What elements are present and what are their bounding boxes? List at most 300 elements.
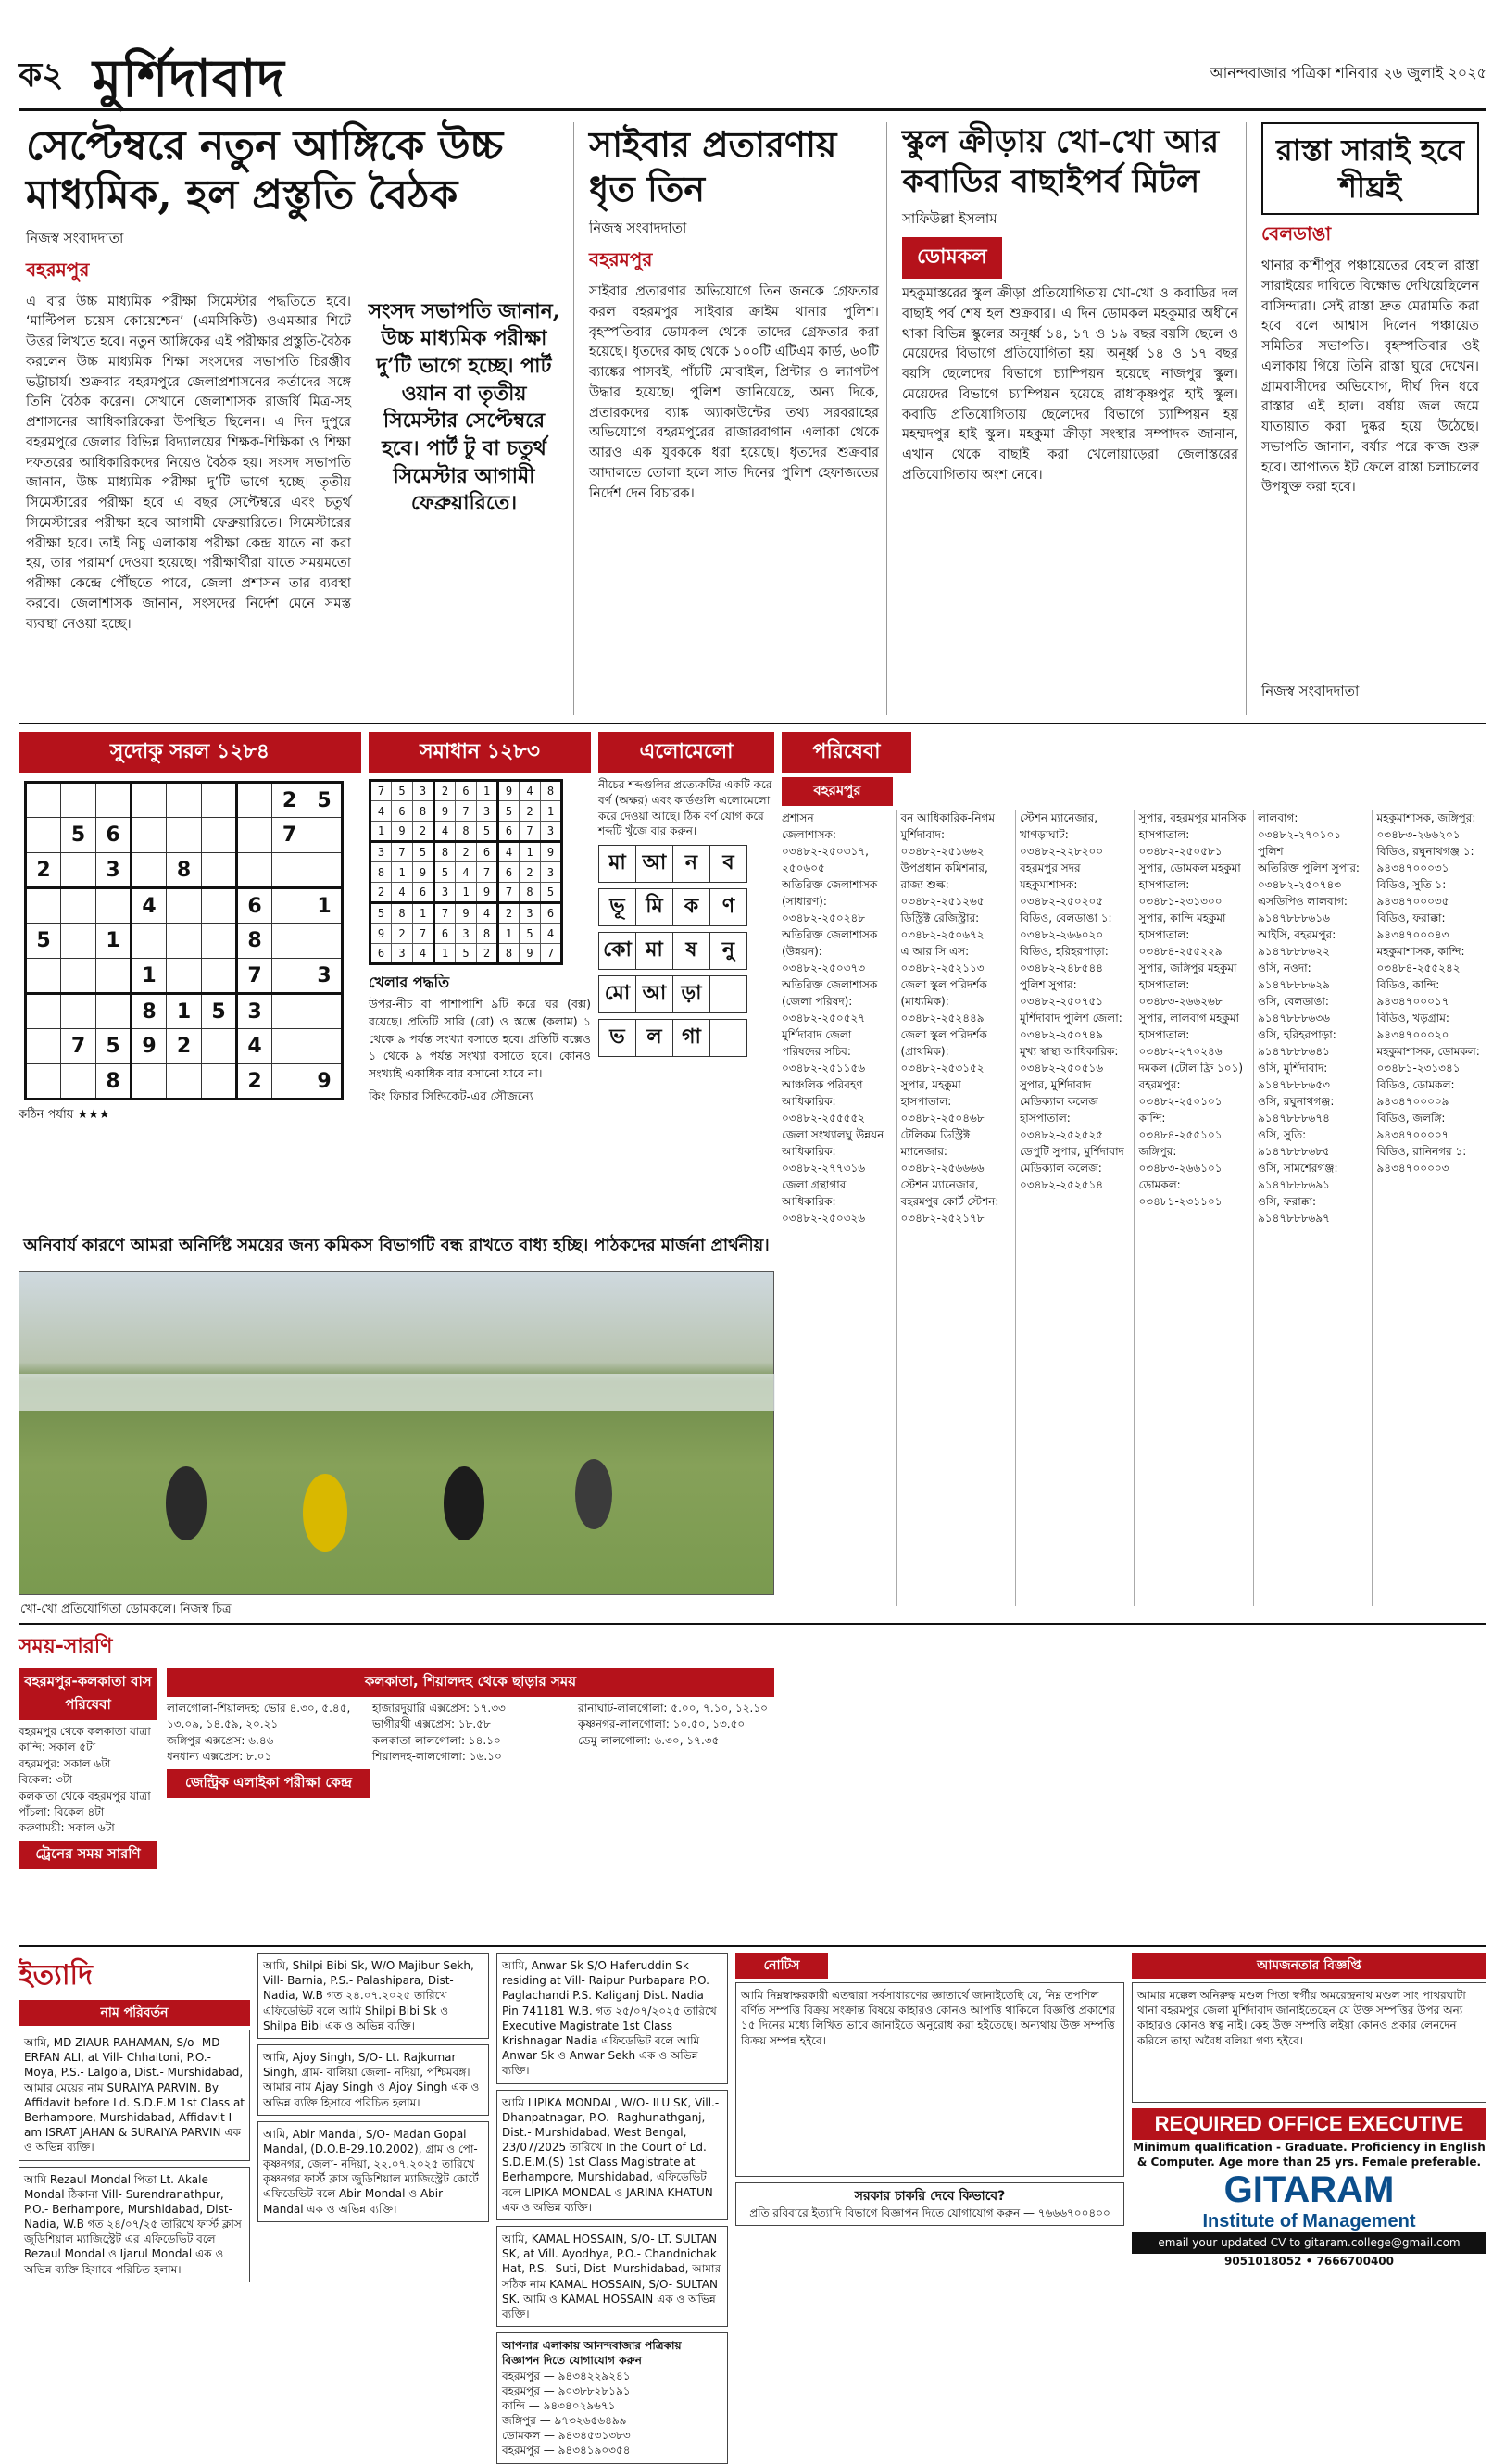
sudoku-cell bbox=[26, 818, 61, 853]
directory-entry: বন আধিকারিক-নিগম মুর্শিদাবাদ: ০৩৪৮২-২৫১৬৬২ bbox=[900, 811, 996, 858]
sudoku-cell: 6 bbox=[237, 888, 272, 924]
solution-cell: 1 bbox=[456, 883, 477, 903]
sudoku-cell bbox=[132, 783, 167, 818]
lead-story bbox=[19, 122, 574, 715]
section-title: মুর্শিদাবাদ bbox=[93, 48, 285, 109]
sudoku-cell bbox=[307, 924, 343, 959]
solution-cell-row bbox=[370, 822, 562, 842]
solution-cell: 9 bbox=[434, 801, 456, 822]
sudoku-cell bbox=[272, 1064, 307, 1100]
directory-entry: ওসি, সুতি: ৯১৪৭৮৮৮৬৮৫ bbox=[1258, 1128, 1330, 1158]
booking-head: আপনার এলাকায় আনন্দবাজার পত্রিকায় বিজ্ঞাপন দিতে যোগাযোগ করুন bbox=[502, 2339, 682, 2368]
solution-cell: 7 bbox=[541, 944, 562, 964]
jumble-cell: ষ bbox=[673, 933, 710, 970]
booking-entry: বহরমপুর — ৯৪৩৪২২৯২৪১ bbox=[502, 2369, 631, 2382]
booking-list bbox=[502, 2369, 722, 2458]
directory-entry: পুলিশ সুপার: ০৩৪৮২-২৫০৭৫১ bbox=[1020, 978, 1104, 1008]
sudoku-cell bbox=[96, 959, 132, 994]
directory-entry: মুর্শিদাবাদ পুলিশ জেলা: ০৩৪৮২-২৫০৭৪৯ bbox=[1020, 1012, 1122, 1041]
directory-entry: জঙ্গিপুর: ০৩৪৮৩-২৬৬১০১ bbox=[1138, 1145, 1223, 1175]
sudoku-cell: 3 bbox=[96, 853, 132, 888]
jumble-cell: গা bbox=[673, 1020, 710, 1057]
solution-cell: 5 bbox=[392, 781, 413, 801]
comics-notice bbox=[19, 1232, 774, 1261]
divider bbox=[19, 723, 1486, 724]
sudoku-cell bbox=[96, 994, 132, 1029]
sudoku-cell-row bbox=[26, 1029, 343, 1064]
train-head: ট্রেনের সময় সারণি bbox=[19, 1841, 157, 1869]
solver-credit: কিং ফিচার সিন্ডিকেট-এর সৌজন্যে bbox=[369, 1089, 533, 1104]
disclaimer-box bbox=[1132, 1982, 1486, 2103]
solution-cell: 4 bbox=[477, 903, 498, 924]
solution-cell: 8 bbox=[413, 801, 434, 822]
jumble-cell: ক bbox=[673, 889, 710, 926]
sudoku-cell bbox=[132, 818, 167, 853]
directory-entry: বিডিও, কান্দি: ৯৪৩৪৭০০০১৭ bbox=[1376, 978, 1449, 1008]
sudoku-cell bbox=[202, 959, 237, 994]
jumble-word bbox=[598, 975, 747, 1013]
directory-entry: অতিরিক্ত জেলাশাসক (জেলা পরিষদ): ০৩৪৮২-২৫০৫২৭ bbox=[782, 978, 878, 1025]
bus-entry: বিকেল: ৩টা bbox=[19, 1773, 72, 1787]
directory-entry: সুপার, মহকুমা হাসপাতাল: ০৩৪৮২-২৫০৪৬৮ bbox=[900, 1078, 985, 1125]
directory-entry: ওসি, হরিহরপাড়া: ৯১৪৭৮৮৮৬৪১ bbox=[1258, 1028, 1336, 1058]
solution-cell: 2 bbox=[434, 781, 456, 801]
solution-cell: 9 bbox=[541, 842, 562, 862]
train-entry: শিয়ালদহ-লালগোলা: ১৬.১০ bbox=[372, 1750, 502, 1764]
jumble-cell: মা bbox=[636, 933, 673, 970]
timetable-block bbox=[19, 1630, 774, 1936]
institute-sub: Institute of Management bbox=[1202, 2211, 1416, 2232]
cyber-headline: সাইবার প্রতারণায় ধৃত তিন bbox=[589, 123, 837, 209]
sudoku-cell: 1 bbox=[132, 959, 167, 994]
cyber-byline: নিজস্ব সংবাদদাতা bbox=[589, 220, 687, 236]
booking-entry: ডোমকল — ৯৪৩৪৫৩১৩৮৩ bbox=[502, 2429, 631, 2443]
solution-cell: 3 bbox=[520, 903, 541, 924]
sudoku-difficulty: কঠিন পর্যায় ★★★ bbox=[19, 1108, 110, 1122]
sudoku-cell bbox=[167, 888, 202, 924]
sudoku-cell: 2 bbox=[167, 1029, 202, 1064]
divider bbox=[19, 1623, 1486, 1625]
solution-cell: 1 bbox=[541, 801, 562, 822]
directory-entry: সুপার, কান্দি মহকুমা হাসপাতাল: ০৩৪৮৪-২৫৫২২৯ bbox=[1138, 911, 1226, 958]
classified-ad: আমি, MD ZIAUR RAHAMAN, S/o- MD ERFAN ALI, at Vill- Chhaitoni, P.O.- Moya, P.S.- Lalgola, Dist.- Murshidabad, আমার মেয়ের নাম SURAIYA PARVIN. By Affidavit before Ld. S.D.E.M 1st Class at Berhampore, Murshidabad, Affidavit I am ISRAT JAHAN & SURAIYA PARVIN এক ও অভিন্ন ব্যক্তি। bbox=[19, 2030, 250, 2161]
sudoku-cell: 2 bbox=[26, 853, 61, 888]
directory-entry: বহরমপুর: ০৩৪৮২-২৫০১০১ bbox=[1138, 1078, 1223, 1108]
directory-entry: বিডিও, ফরাক্কা: ৯৪৩৪৭০০০৪৩ bbox=[1376, 911, 1449, 941]
solution-cell: 7 bbox=[498, 883, 520, 903]
booking-box bbox=[496, 2332, 728, 2464]
solution-cell: 6 bbox=[541, 903, 562, 924]
solution-cell: 3 bbox=[541, 862, 562, 883]
directory-entry: প্রশাসন bbox=[782, 811, 814, 824]
directory-region: বহরমপুর bbox=[782, 777, 893, 806]
solution-cell: 8 bbox=[520, 883, 541, 903]
directory-entry: অতিরিক্ত পুলিশ সুপার: ০৩৪৮২-২৫০৭৪৩ bbox=[1258, 861, 1360, 891]
lead-place: বহরমপুর bbox=[26, 258, 90, 281]
sudoku-cell bbox=[61, 994, 96, 1029]
jumble-block bbox=[598, 732, 774, 1223]
solution-cell: 2 bbox=[477, 944, 498, 964]
job-column bbox=[1132, 1953, 1486, 2319]
road-story bbox=[1254, 122, 1486, 715]
sudoku-cell bbox=[202, 1029, 237, 1064]
sudoku-cell bbox=[26, 888, 61, 924]
institute-mail: email your updated CV to gitaram.college@gmail.com bbox=[1132, 2232, 1486, 2253]
institute-logo: GITARAM bbox=[1223, 2169, 1395, 2211]
solution-cell: 1 bbox=[520, 842, 541, 862]
jumble-text: নীচের শব্দগুলির প্রত্যেকটির একটি করে বর্ণ (অক্ষর) এবং কার্ডগুলি এলোমেলো করে দেওয়া আছে। ঠিক বর্ণ যোগ করে শব্দটি খুঁজে বার করুন। bbox=[598, 778, 772, 838]
sudoku-cell: 6 bbox=[96, 818, 132, 853]
sudoku-cell: 1 bbox=[307, 888, 343, 924]
sudoku-cell: 8 bbox=[237, 924, 272, 959]
solution-block bbox=[369, 732, 591, 1223]
jumble-word bbox=[598, 888, 747, 926]
sudoku-cell bbox=[272, 853, 307, 888]
directory-entry: লালবাগ: ০৩৪৮২-২৭০১০১ bbox=[1258, 811, 1342, 841]
sudoku-cell bbox=[26, 1064, 61, 1100]
directory-entry: স্টেশন ম্যানেজার, বহরমপুর কোর্ট স্টেশন: ০৩৪৮২-২৫২১৭৮ bbox=[900, 1178, 999, 1225]
sudoku-cell bbox=[61, 853, 96, 888]
train-entry: ডেমু-লালগোলা: ৬.৩০, ১৭.৩৫ bbox=[578, 1733, 720, 1747]
solution-cell: 1 bbox=[413, 903, 434, 924]
directory-entry: দমকল (টোল ফ্রি ১০১) bbox=[1138, 1062, 1244, 1075]
sports-byline: সাফিউল্লা ইসলাম bbox=[902, 210, 997, 227]
solution-cell: 3 bbox=[477, 801, 498, 822]
sudoku-cell bbox=[26, 959, 61, 994]
sudoku-cell: 3 bbox=[307, 959, 343, 994]
solution-cell: 8 bbox=[541, 781, 562, 801]
directory-entry: মহকুমাশাসক, ডোমকল: ০৩৪৮১-২৩১৩৪১ bbox=[1376, 1045, 1480, 1075]
jumble-cell: আ bbox=[636, 846, 673, 883]
solution-cell: 7 bbox=[477, 862, 498, 883]
sports-body: মহকুমাস্তরের স্কুল ক্রীড়া প্রতিযোগিতায় খো-খো ও কবাডির দল বাছাই পর্ব শেষ হল শুক্রবার। এ দিন ডোমকল মহকুমার অধীনে থাকা বিভিন্ন স্কুলের অনূর্ধ্ব ১৪, ১৭ ও ১৯ বছর বয়সি ছেলে ও মেয়েদের বিভাগে প্রতিযোগিতা হয়। অনূর্ধ্ব ১৪ ও ১৭ বছর বয়সি ছেলেদের বিভাগে চ্যাম্পিয়ন হয়েছে নাজপুর স্কুল। মেয়েদের বিভাগে চ্যাম্পিয়ন হয়েছে রাধাকৃষ্ণপুর হাই স্কুল। কবাডি প্রতিযোগিতায় ছেলেদের বিভাগে চ্যাম্পিয়ন হয় মহম্মদপুর হাই স্কুল। মহকুমা ক্রীড়া সংস্থার সম্পাদক জানান, এখান থেকে বাছাই করা খেলোয়াড়েরা জেলাস্তরের প্রতিযোগিতায় অংশ নেবে। bbox=[902, 286, 1238, 483]
sudoku-cell: 4 bbox=[237, 1029, 272, 1064]
solution-cell: 8 bbox=[370, 862, 392, 883]
solution-cell: 2 bbox=[520, 862, 541, 883]
directory-entry: বিডিও, খড়গ্রাম: ৯৪৩৪৭০০০২০ bbox=[1376, 1012, 1449, 1041]
directory-entry: ওসি, ফরাক্কা: ৯১৪৭৮৮৮৬৯৭ bbox=[1258, 1195, 1330, 1225]
sudoku-cell bbox=[237, 783, 272, 818]
bus-entry: কান্দি: সকাল ৫টা bbox=[19, 1741, 96, 1754]
sudoku-cell bbox=[26, 1029, 61, 1064]
sudoku-title: সুদোকু সরল ১২৮৪ bbox=[19, 732, 361, 773]
booking-entry: বহরমপুর — ৯৪৩৪১৯০৩৫৪ bbox=[502, 2444, 631, 2458]
solution-cell: 2 bbox=[498, 903, 520, 924]
sudoku-cell-row bbox=[26, 888, 343, 924]
sudoku-cell: 1 bbox=[167, 994, 202, 1029]
office-text: Minimum qualification - Graduate. Proficiency in English & Computer. Age more than 25 yrs. Female preferable. bbox=[1133, 2141, 1486, 2169]
jumble-cell bbox=[710, 976, 747, 1013]
ads-column-3 bbox=[496, 1953, 728, 2458]
solution-cell: 8 bbox=[434, 842, 456, 862]
solution-cell-row bbox=[370, 883, 562, 903]
directory-entry: বিডিও, বেলডাঙা ১: ০৩৪৮২-২৬৬০২০ bbox=[1020, 911, 1112, 941]
solution-cell: 7 bbox=[392, 842, 413, 862]
directory-entry: জেলা গ্রন্থাগার আধিকারিক: ০৩৪৮২-২৫০৩২৬ bbox=[782, 1178, 866, 1225]
directory-entry: কান্দি: ০৩৪৮৪-২৫৫১০১ bbox=[1138, 1112, 1223, 1141]
solution-cell: 6 bbox=[456, 781, 477, 801]
sudoku-cell bbox=[132, 853, 167, 888]
cyber-story bbox=[582, 122, 887, 715]
jumble-word bbox=[598, 845, 747, 883]
train-list bbox=[167, 1701, 774, 1766]
notice-column bbox=[735, 1953, 1124, 2319]
booking-entry: কান্দি — ৯৪৩৪০২৯৬৭১ bbox=[502, 2398, 616, 2412]
lead-pull-quote: সংসদ সভাপতি জানান, উচ্চ মাধ্যমিক পরীক্ষা দু’টি ভাগে হচ্ছে। পার্ট ওয়ান বা তৃতীয় সিমেস্টার সেপ্টেম্বরে হবে। পার্ট টু বা চতুর্থ সিমেস্টার আগামী ফেব্রুয়ারিতে। bbox=[368, 298, 560, 516]
bus-head: বহরমপুর-কলকাতা বাস পরিষেবা bbox=[19, 1668, 157, 1720]
sudoku-cell: 3 bbox=[237, 994, 272, 1029]
solution-cell: 3 bbox=[413, 781, 434, 801]
sudoku-cell bbox=[96, 783, 132, 818]
directory-entry: জেলা সংখ্যালঘু উন্নয়ন আধিকারিক: ০৩৪৮২-২৭৭৩১৬ bbox=[782, 1128, 884, 1175]
sudoku-cell bbox=[96, 888, 132, 924]
solution-cell: 9 bbox=[370, 924, 392, 944]
exam-head: জেন্ট্রিক এলাইকা পরীক্ষা কেন্দ্র bbox=[167, 1769, 370, 1798]
sudoku-cell: 7 bbox=[237, 959, 272, 994]
sudoku-cell bbox=[202, 853, 237, 888]
solution-cell: 8 bbox=[498, 944, 520, 964]
sudoku-cell: 5 bbox=[307, 783, 343, 818]
solution-cell: 6 bbox=[434, 924, 456, 944]
sudoku-cell-row bbox=[26, 818, 343, 853]
sudoku-cell bbox=[272, 959, 307, 994]
notice-box bbox=[735, 1982, 1124, 2177]
solution-cell: 5 bbox=[498, 801, 520, 822]
solution-cell: 4 bbox=[434, 822, 456, 842]
sudoku-cell bbox=[132, 924, 167, 959]
sudoku-cell bbox=[167, 959, 202, 994]
directory-entry: ওসি, মুর্শিদাবাদ: ৯১৪৭৮৮৮৬৫৩ bbox=[1258, 1062, 1330, 1091]
train-entry: কৃষ্ণনগর-লালগোলা: ১০.৫০, ১৩.৫০ bbox=[578, 1717, 746, 1731]
sudoku-cell-row bbox=[26, 1064, 343, 1100]
solution-cell: 2 bbox=[370, 883, 392, 903]
timetable-title: সময়-সারণি bbox=[19, 1635, 113, 1658]
solution-cell-row bbox=[370, 842, 562, 862]
sudoku-cell bbox=[202, 783, 237, 818]
jumble-cell: মি bbox=[636, 889, 673, 926]
sudoku-block bbox=[19, 732, 361, 1223]
solution-cell-row bbox=[370, 801, 562, 822]
cyber-body: সাইবার প্রতারণার অভিযোগে তিন জনকে গ্রেফতার করল বহরমপুর সাইবার ক্রাইম থানার পুলিশ। বৃহস্পতিবার ডোমকল থেকে তাদের গ্রেফতার করা হয়েছে। ধৃতদের কাছ থেকে ১০০টি এটিএম কার্ড, ৬০টি ব্যাঙ্কের পাসবই, পাঁচটি মোবাইল, প্রিন্টার ও ল্যাপটপ উদ্ধার হয়েছে। পুলিশ জানিয়েছে, অন্য দিকে, প্রতারকদের ব্যাঙ্ক অ্যাকাউন্টের তথ্য সরবরাহের অভিযোগে বহরমপুরের রাজারবাগান এলাকা থেকে আরও এক যুবককে ধরা হয়েছে। ধৃতদের শুক্রবার আদালতে তোলা হলে সাত দিনের পুলিশ হেফাজতের নির্দেশ দেন বিচারক। bbox=[589, 284, 879, 501]
solution-cell-row bbox=[370, 903, 562, 924]
directory-entry: সুপার, ডোমকল মহকুমা হাসপাতাল: ০৩৪৮১-২৩১৩০০ bbox=[1138, 861, 1241, 908]
solution-cell: 6 bbox=[392, 801, 413, 822]
solution-cell: 5 bbox=[370, 903, 392, 924]
directory-entry: আইসি, বহরমপুর: ৯১৪৭৮৮৮৬২২ bbox=[1258, 928, 1336, 958]
jumble-cell: মা bbox=[599, 846, 636, 883]
road-place: বেলডাঙা bbox=[1261, 222, 1332, 245]
name-change-column bbox=[19, 1953, 250, 2319]
solution-grid bbox=[369, 779, 563, 965]
solution-cell-row bbox=[370, 781, 562, 801]
solution-cell: 2 bbox=[392, 924, 413, 944]
solution-cell-row bbox=[370, 924, 562, 944]
train-entry: রানাঘাট-লালগোলা: ৫.০০, ৭.১০, ১২.১০ bbox=[578, 1702, 768, 1715]
sudoku-cell-row bbox=[26, 783, 343, 818]
train-entry: কলকাতা-লালগোলা: ১৪.১০ bbox=[372, 1733, 501, 1747]
jumble-cell: ভূ bbox=[599, 889, 636, 926]
sudoku-cell bbox=[202, 1064, 237, 1100]
directory-entry: সুপার, বহরমপুর মানসিক হাসপাতাল: ০৩৪৮২-২৫০৫৮১ bbox=[1138, 811, 1247, 858]
sudoku-cell: 8 bbox=[132, 994, 167, 1029]
road-headline-box bbox=[1261, 122, 1479, 215]
solution-cell: 5 bbox=[520, 924, 541, 944]
sudoku-cell: 2 bbox=[237, 1064, 272, 1100]
bus-entry: পাঁচলা: বিকেল ৪টা bbox=[19, 1804, 105, 1818]
sudoku-cell-row bbox=[26, 853, 343, 888]
directory-entry: উপপ্রধান কমিশনার, রাজ্য শুল্ক: ০৩৪৮২-২৫১২৬৫ bbox=[900, 861, 988, 908]
sudoku-cell bbox=[237, 818, 272, 853]
directory-entry: বিডিও, ডোমকল: ৯৪৩৪৭০০০০৯ bbox=[1376, 1078, 1455, 1108]
masthead bbox=[19, 37, 1486, 111]
sudoku-cell: 7 bbox=[272, 818, 307, 853]
classified-ad: আমি, Ajoy Singh, S/O- Lt. Rajkumar Singh, গ্রাম- বালিয়া জেলা- নদিয়া, পশ্চিমবঙ্গ। আমার নাম Ajay Singh ও Ajoy Singh এক ও অভিন্ন ব্যক্তি হিসাবে পরিচিত হলাম। bbox=[257, 2044, 489, 2116]
solution-cell: 3 bbox=[392, 944, 413, 964]
solution-cell: 5 bbox=[413, 842, 434, 862]
sudoku-cell bbox=[307, 1029, 343, 1064]
solution-cell: 3 bbox=[434, 883, 456, 903]
solution-cell: 9 bbox=[456, 903, 477, 924]
sudoku-cell bbox=[167, 783, 202, 818]
sudoku-cell-row bbox=[26, 994, 343, 1029]
kolkata-head: কলকাতা, শিয়ালদহ থেকে ছাড়ার সময় bbox=[167, 1668, 774, 1697]
solution-cell: 2 bbox=[520, 801, 541, 822]
solution-cell: 3 bbox=[370, 842, 392, 862]
lead-body: এ বার উচ্চ মাধ্যমিক পরীক্ষা সিমেস্টার পদ্ধতিতে হবে। ‘মাল্টিপল চয়েস কোয়েশ্চেন’ (এমসিকিউ) ওএমআর শিটে উত্তর লিখতে হবে। নতুন আঙ্গিকের এই পরীক্ষার প্রস্তুতি-বৈঠক করলেন উচ্চ মাধ্যমিক শিক্ষা সংসদের সভাপতি চিরঞ্জীব ভট্টাচার্য। শুক্রবার বহরমপুরে জেলাপ্রশাসনের কর্তাদের সঙ্গে তিনি বৈঠক করেন। সেখানে জেলাশাসক রাজর্ষি মিত্র-সহ প্রশাসনের আধিকারিকেরা উপস্থিত ছিলেন। এ দিন দুপুরে বহরমপুরে জেলার বিভিন্ন বিদ্যালয়ের শিক্ষক-শিক্ষিকা ও শিক্ষা দফতরের আধিকারিকদের নিয়েও বৈঠক হয়। সংসদ সভাপতি জানান, উচ্চ মাধ্যমিক পরীক্ষা দু’টি ভাগে হচ্ছে। তৃতীয় সিমেস্টারের পরীক্ষা হবে এ বছর সেপ্টেম্বরে এবং চতুর্থ সিমেস্টারের পরীক্ষা হবে আগামী ফেব্রুয়ারিতে। সিমেস্টারের পরীক্ষা হবে। তাই নিচু এলাকায় পরীক্ষা কেন্দ্র যাতে না করা হয়, তার পরামর্শ দেওয়া হয়েছে। পরীক্ষার্থীরা যাতে সময়মতো পরীক্ষা কেন্দ্রে পৌঁছতে পারে, জেলা প্রশাসন তার ব্যবস্থা করবে। জেলাশাসক জানান, সংসদের নির্দেশ মেনে সমস্ত ব্যবস্থা নেওয়া হচ্ছে। bbox=[26, 294, 351, 632]
solution-cell: 5 bbox=[456, 944, 477, 964]
road-headline: রাস্তা সারাই হবে শীঘ্রই bbox=[1276, 132, 1464, 205]
solution-cell: 4 bbox=[541, 924, 562, 944]
rules-text: উপর-নীচ বা পাশাপাশি ৯টি করে ঘর (বক্স) রয়েছে। প্রতিটি সারি (রো) ও স্তম্ভে (কলাম) ১ থেকে ৯ পর্যন্ত সংখ্যা বসাতে হবে। প্রতিটি বক্সেও ১ থেকে ৯ পর্যন্ত সংখ্যা বসাতে হবে। কোনও সংখ্যাই একাধিক বার বসানো যাবে না। bbox=[369, 997, 591, 1080]
directory-entry: বিডিও, রানিনগর ১: ৯৪৩৪৭০০০০৩ bbox=[1376, 1145, 1467, 1175]
notice-body: আমি নিম্নস্বাক্ষরকারী এতদ্বারা সর্বসাধারণের জ্ঞাতার্থে জানাইতেছি যে, নিম্ন তপশিল বর্ণিত সম্পত্তি বিক্রয় সংক্রান্ত বিষয়ে কাহারও কোনও আপত্তি থাকিলে বিজ্ঞপ্তি প্রকাশের ১৫ দিনের মধ্যে লিখিত ভাবে জানাইতে অনুরোধ করা হইতেছে। অন্যথায় উক্ত সম্পত্তি বিক্রয় সম্পন্ন হইবে। bbox=[741, 1989, 1116, 2047]
sudoku-cell bbox=[61, 888, 96, 924]
directory-entry: বিডিও, রঘুনাথগঞ্জ ১: ৯৪৩৪৭০০০৩১ bbox=[1376, 845, 1474, 874]
directory-entry: ওসি, বেলডাঙা: ৯১৪৭৮৮৮৬৩৬ bbox=[1258, 995, 1330, 1025]
jumble-cell: ব bbox=[710, 846, 747, 883]
sudoku-cell bbox=[272, 924, 307, 959]
sudoku-cell-row bbox=[26, 924, 343, 959]
photo-caption: খো-খো প্রতিযোগিতা ডোমকলে। নিজস্ব চিত্র bbox=[20, 1603, 232, 1616]
office-required: REQUIRED OFFICE EXECUTIVE bbox=[1132, 2108, 1486, 2140]
directory-entry: ওসি, সামশেরগঞ্জ: ৯১৪৭৮৮৮৬৯১ bbox=[1258, 1162, 1338, 1191]
ads-column-2 bbox=[257, 1953, 489, 2319]
jumble-grid bbox=[598, 845, 774, 1057]
sale-head: সরকার চাকরি দেবে কিভাবে? bbox=[854, 2189, 1006, 2204]
directory-entry: পুলিশ bbox=[1258, 845, 1284, 858]
disclaimer-head: আমজনতার বিজ্ঞপ্তি bbox=[1132, 1953, 1486, 1979]
directory-entry: আঞ্চলিক পরিবহণ আধিকারিক: ০৩৪৮২-২৫৫৫৫২ bbox=[782, 1078, 866, 1125]
solution-cell: 6 bbox=[477, 842, 498, 862]
solution-cell: 1 bbox=[498, 924, 520, 944]
sudoku-cell: 4 bbox=[132, 888, 167, 924]
solution-cell: 6 bbox=[370, 944, 392, 964]
directory-entry: মহকুমাশাসক, কান্দি: ০৩৪৮৪-২৫৫২৪২ bbox=[1376, 945, 1465, 974]
directory-entry: অতিরিক্ত জেলাশাসক (উন্নয়ন): ০৩৪৮২-২৫০৩৭৩ bbox=[782, 928, 878, 974]
bus-entry: বহরমপুর: সকাল ৬টা bbox=[19, 1756, 111, 1770]
sudoku-cell bbox=[61, 924, 96, 959]
sudoku-cell bbox=[202, 924, 237, 959]
sports-headline: স্কুল ক্রীড়ায় খো-খো আর কবাডির বাছাইপর্ব মিটল bbox=[902, 123, 1220, 200]
solution-cell: 1 bbox=[434, 944, 456, 964]
solution-cell: 9 bbox=[520, 944, 541, 964]
solution-cell: 8 bbox=[456, 822, 477, 842]
solution-cell: 7 bbox=[413, 924, 434, 944]
train-entry: লালগোলা-শিয়ালদহ: ভোর ৪.৩০, ৫.৪৫, ১৩.০৯, ১৪.৫৯, ২০.২১ bbox=[167, 1702, 351, 1731]
rules-title: খেলার পদ্ধতি bbox=[369, 974, 450, 991]
solution-cell: 4 bbox=[456, 862, 477, 883]
sudoku-cell: 5 bbox=[26, 924, 61, 959]
solution-cell: 5 bbox=[477, 822, 498, 842]
sale-box bbox=[735, 2182, 1124, 2226]
sudoku-cell bbox=[272, 888, 307, 924]
solution-cell: 7 bbox=[434, 903, 456, 924]
divider bbox=[19, 1945, 1486, 1947]
solution-cell: 4 bbox=[498, 842, 520, 862]
directory-entry: সুপার, জঙ্গিপুর মহকুমা হাসপাতাল: ০৩৪৮৩-২৬৬২৬৮ bbox=[1138, 962, 1237, 1008]
solution-title: সমাধান ১২৮৩ bbox=[369, 732, 591, 773]
train-entry: জঙ্গিপুর এক্সপ্রেস: ৬.৪৬ bbox=[167, 1733, 274, 1747]
booking-entry: বহরমপুর — ৯০৩৮৮২৮১৯১ bbox=[502, 2383, 631, 2397]
solution-cell-row bbox=[370, 862, 562, 883]
directory-entry: ডিস্ট্রিক্ট রেজিস্ট্রার: ০৩৪৮২-২৫০৬৭২ bbox=[900, 911, 985, 941]
sudoku-cell: 5 bbox=[202, 994, 237, 1029]
sudoku-cell: 1 bbox=[96, 924, 132, 959]
sudoku-cell bbox=[272, 994, 307, 1029]
directory-entry: বিডিও, জলঙ্গি: ৯৪৩৪৭০০০০৭ bbox=[1376, 1112, 1449, 1141]
directory-entry: সুপার, মুর্শিদাবাদ মেডিক্যাল কলেজ হাসপাতাল: ০৩৪৮২-২৫২৫২৫ bbox=[1020, 1078, 1104, 1141]
bus-entry: কলকাতা থেকে বহরমপুর যাত্রা bbox=[19, 1789, 151, 1803]
sudoku-cell bbox=[61, 959, 96, 994]
cyber-place: বহরমপুর bbox=[589, 248, 653, 270]
directory-entry: মহকুমাশাসক, জঙ্গিপুর: ০৩৪৮৩-২৬৬২০১ bbox=[1376, 811, 1476, 841]
directory-list bbox=[782, 810, 1486, 1606]
sudoku-cell bbox=[26, 994, 61, 1029]
solution-cell: 4 bbox=[520, 781, 541, 801]
directory-entry: বিডিও, হরিহরপাড়া: ০৩৪৮২-২৪৮৫৪৪ bbox=[1020, 945, 1109, 974]
directory-entry: টেলিকম ডিস্ট্রিক্ট ম্যানেজার: ০৩৪৮২-২৫৬৬৬৬ bbox=[900, 1128, 985, 1175]
directory-entry: ওসি, নওদা: ৯১৪৭৮৮৮৬২৯ bbox=[1258, 962, 1330, 991]
directory-entry: মুখ্য স্বাস্থ্য আধিকারিক: ০৩৪৮২-২৫০৫১৬ bbox=[1020, 1045, 1119, 1075]
directory-entry: ডেপুটি সুপার, মুর্শিদাবাদ মেডিক্যাল কলেজ: ০৩৪৮২-২৫২৫১৪ bbox=[1020, 1145, 1124, 1191]
notice-text: অনিবার্য কারণে আমরা অনির্দিষ্ট সময়ের জন্য কমিকস বিভাগটি বন্ধ রাখতে বাধ্য হচ্ছি। পাঠকদের মার্জনা প্রার্থনীয়। bbox=[23, 1236, 770, 1255]
sudoku-cell bbox=[61, 783, 96, 818]
solution-cell: 2 bbox=[456, 842, 477, 862]
sudoku-cell: 5 bbox=[61, 818, 96, 853]
directory-entry: ডোমকল: ০৩৪৮১-২৩১১০১ bbox=[1138, 1178, 1223, 1208]
solution-cell: 6 bbox=[413, 883, 434, 903]
solution-cell: 4 bbox=[392, 883, 413, 903]
directory-entry: স্টেশন ম্যানেজার, খাগড়াঘাট: ০৩৪৮২-২২৮২০০ bbox=[1020, 811, 1104, 858]
notice-head: নোটিস bbox=[735, 1953, 828, 1979]
jumble-cell: ণ bbox=[710, 889, 747, 926]
sudoku-cell bbox=[202, 818, 237, 853]
sudoku-cell bbox=[167, 818, 202, 853]
sports-story bbox=[895, 122, 1247, 715]
jumble-title: এলোমেলো bbox=[598, 732, 774, 773]
classified-ad: আমি LIPIKA MONDAL, W/O- ILU SK, Vill.- Dhanpatnagar, P.O.- Raghunathganj, Dist.- Murshidabad, West Bengal, 23/07/2025 তারিখে In the Court of Ld. S.D.E.M.(S) 1st Class Magistrate at Berhampore, Murshidabad, এফিডেভিট বলে LIPIKA MONDAL ও JARINA KHATUN এক ও অভিন্ন ব্যক্তি। bbox=[496, 2090, 728, 2221]
solution-cell: 5 bbox=[541, 883, 562, 903]
solution-cell: 3 bbox=[541, 822, 562, 842]
jumble-cell: কো bbox=[599, 933, 636, 970]
directory-entry: মুর্শিদাবাদ জেলা পরিষদের সচিব: ০৩৪৮২-২৫১১৫৬ bbox=[782, 1028, 866, 1075]
sudoku-cell bbox=[167, 924, 202, 959]
directory-entry: জেলা স্কুল পরিদর্শক (প্রাথমিক): ০৩৪৮২-২৫৩১৫২ bbox=[900, 1028, 987, 1075]
disclaimer-body: আমার মক্কেল অনিরুদ্ধ মণ্ডল পিতা স্বর্গীয় অমরেন্দ্রনাথ মণ্ডল সাং পাথরঘাটা থানা বহরমপুর জেলা মুর্শিদাবাদ জানাইতেছেন যে উক্ত সম্পত্তির উপর অন্য কাহারও কোনও স্বত্ব নাই। কেহ উক্ত সম্পত্তি লইয়া কোনও প্রকার লেনদেন করিলে তাহা অবৈধ বলিয়া গণ্য হইবে। bbox=[1137, 1989, 1466, 2047]
sudoku-grid bbox=[24, 781, 344, 1100]
directory-entry: এ আর সি এস: ০৩৪৮২-২৫২১১৩ bbox=[900, 945, 985, 974]
road-body: থানার কাশীপুর পঞ্চায়েতের বেহাল রাস্তা সারাইয়ের দাবিতে বিক্ষোভ দেখিয়েছিলেন বাসিন্দারা। সেই রাস্তা দ্রুত মেরামতি করা হবে বলে আশ্বাস দিলেন পঞ্চায়েত সমিতির সভাপতি। বৃহস্পতিবার ওই এলাকায় গিয়ে তিনি রাস্তা ঘুরে দেখেন। গ্রামবাসীদের অভিযোগ, দীর্ঘ দিন ধরে রাস্তার এই হাল। বর্ষায় জল জমে যাতায়াত করা দুষ্কর হয়ে উঠেছে। সভাপতি জানান, বর্ষার পরে কাজ শুরু হবে। আপাতত ইট ফেলে রাস্তা চলাচলের উপযুক্ত করা হবে। bbox=[1261, 258, 1479, 496]
